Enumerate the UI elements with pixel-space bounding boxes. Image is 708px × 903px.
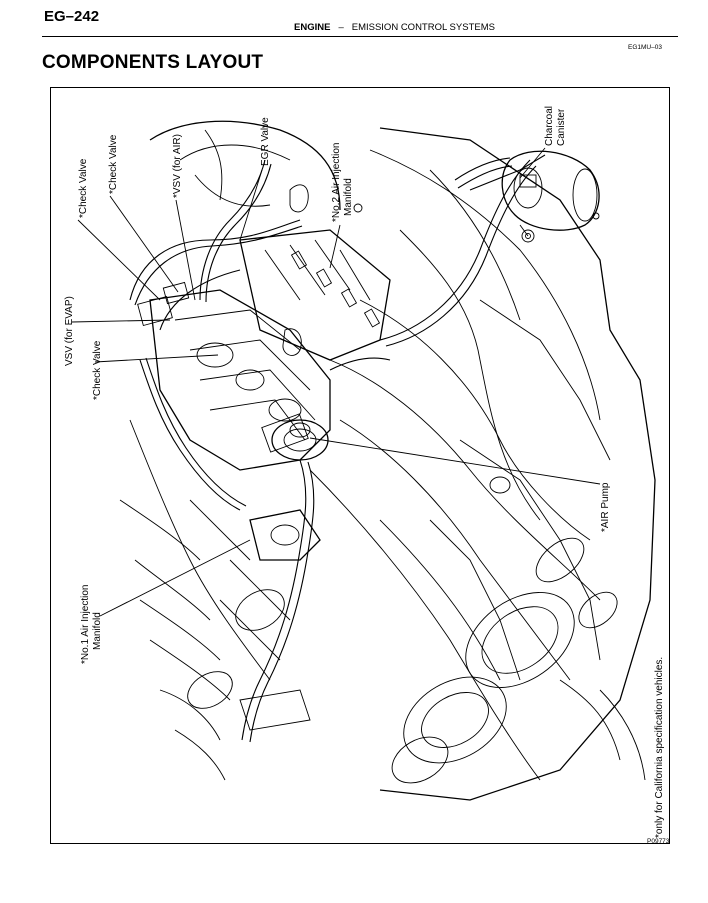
footnote: *only for California specification vehicles. <box>654 656 665 838</box>
label-vsv-evap: VSV (for EVAP) <box>64 296 75 366</box>
page-code: EG1MU–03 <box>628 44 662 51</box>
label-charcoal-1: Charcoal <box>544 105 555 146</box>
label-air-pump: *AIR Pump <box>600 482 611 532</box>
engine-illustration <box>120 121 655 800</box>
label-no1-manifold-1: *No.1 Air Injection <box>80 584 91 664</box>
label-no1-manifold-2: Manifold <box>92 612 103 650</box>
section-main: ENGINE <box>294 22 331 33</box>
section-sub: EMISSION CONTROL SYSTEMS <box>351 22 495 33</box>
label-egr-valve: EGR Valve <box>260 117 271 166</box>
page-title: COMPONENTS LAYOUT <box>42 52 264 73</box>
label-vsv-air: *VSV (for AIR) <box>172 134 183 198</box>
label-check-valve-2: *Check Valve <box>108 134 119 194</box>
label-check-valve-3: *Check Valve <box>92 340 103 400</box>
label-no2-manifold-1: *No.2 Air Injection <box>331 142 342 222</box>
label-no2-manifold-2: Manifold <box>343 178 354 216</box>
section-separator: – <box>338 22 344 33</box>
label-charcoal-2: Canister <box>556 108 567 146</box>
label-check-valve-1: *Check Valve <box>78 158 89 218</box>
figure-code: P09773 <box>647 838 670 845</box>
page-number: EG–242 <box>44 8 100 25</box>
